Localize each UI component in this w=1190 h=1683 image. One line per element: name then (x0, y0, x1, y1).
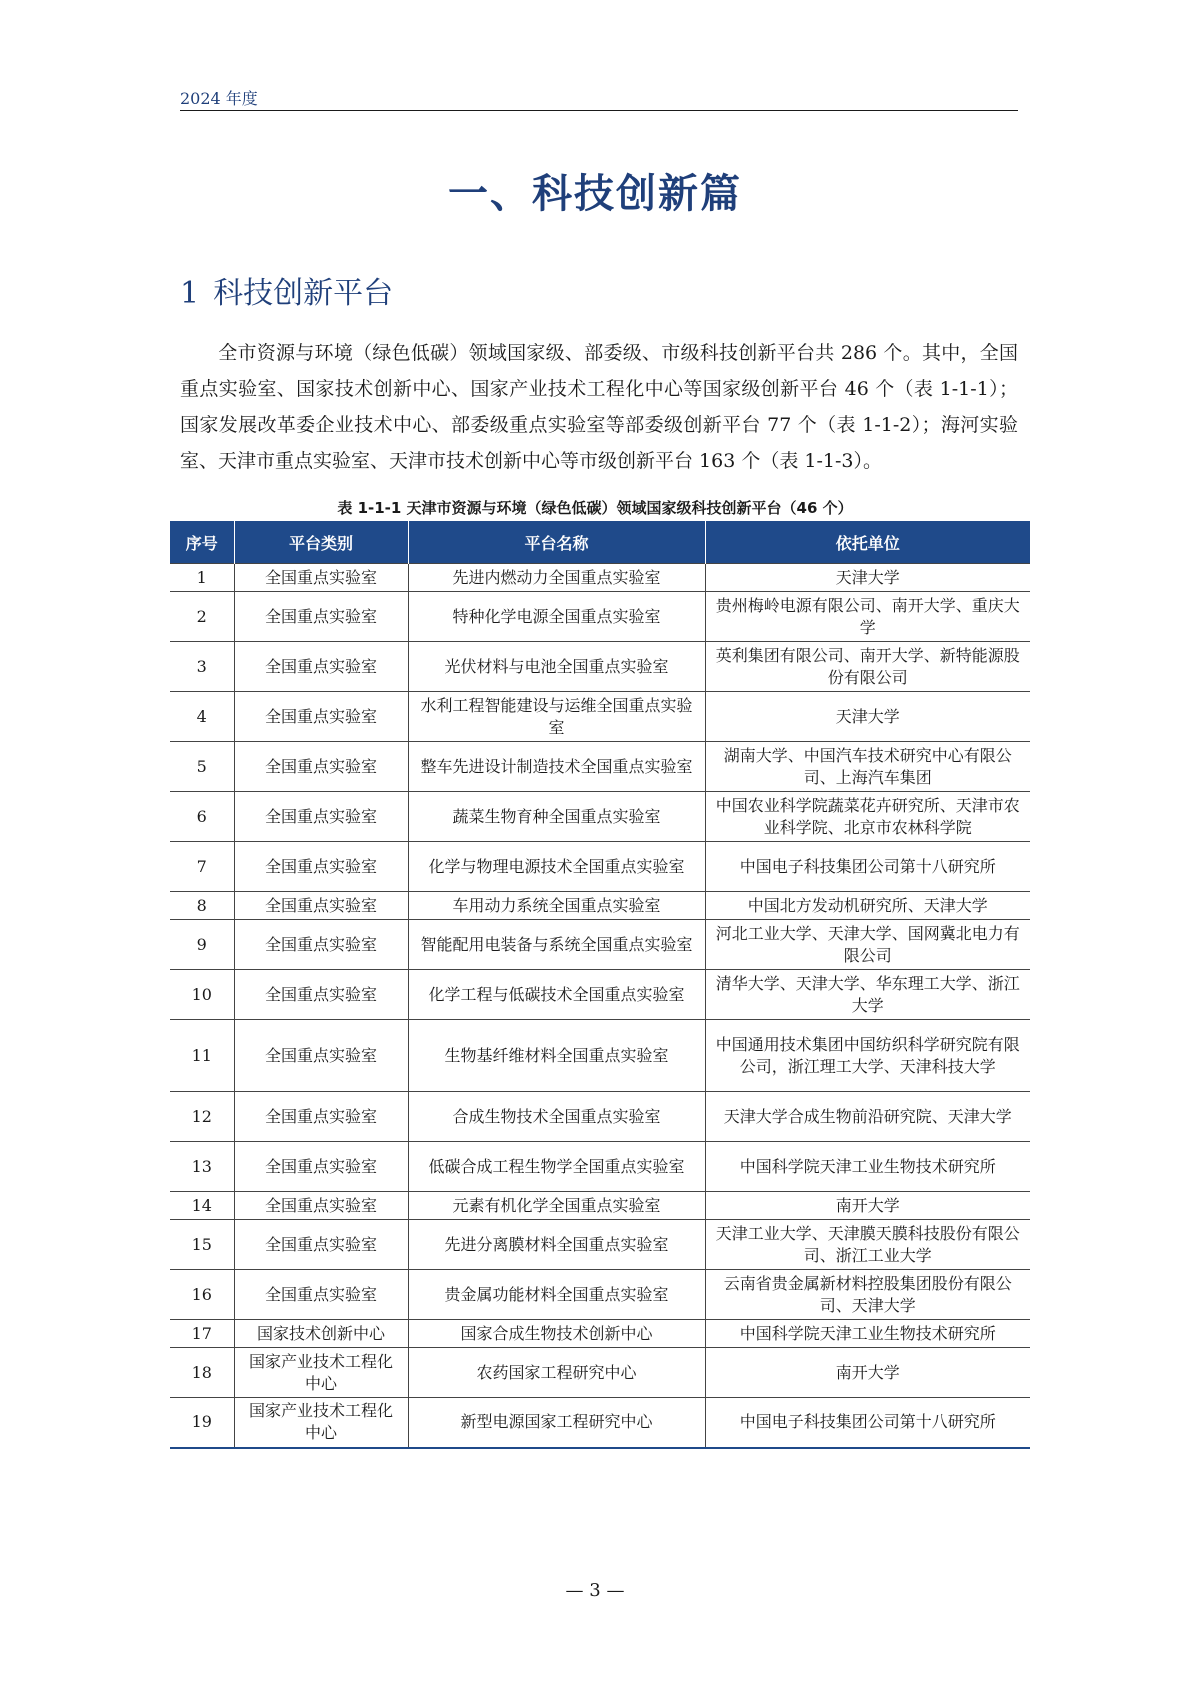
cell-institution: 中国农业科学院蔬菜花卉研究所、天津市农业科学院、北京市农林科学院 (705, 792, 1030, 842)
cell-category: 全国重点实验室 (234, 1020, 408, 1092)
cell-institution: 天津大学 (705, 564, 1030, 592)
cell-institution: 天津工业大学、天津膜天膜科技股份有限公司、浙江工业大学 (705, 1220, 1030, 1270)
cell-index: 13 (170, 1142, 234, 1192)
cell-index: 5 (170, 742, 234, 792)
cell-institution: 中国电子科技集团公司第十八研究所 (705, 1398, 1030, 1448)
cell-name: 先进内燃动力全国重点实验室 (408, 564, 705, 592)
cell-institution: 中国科学院天津工业生物技术研究所 (705, 1142, 1030, 1192)
table-row (170, 842, 1030, 892)
cell-name: 元素有机化学全国重点实验室 (408, 1192, 705, 1220)
cell-name: 新型电源国家工程研究中心 (408, 1398, 705, 1448)
cell-name: 化学与物理电源技术全国重点实验室 (408, 842, 705, 892)
table-row (170, 642, 1030, 692)
table-row (170, 692, 1030, 742)
table-row (170, 1220, 1030, 1270)
table-row (170, 792, 1030, 842)
cell-index: 11 (170, 1020, 234, 1092)
cell-category: 全国重点实验室 (234, 692, 408, 742)
table-row (170, 1192, 1030, 1220)
cell-name: 智能配用电装备与系统全国重点实验室 (408, 920, 705, 970)
cell-category: 全国重点实验室 (234, 1192, 408, 1220)
cell-category: 全国重点实验室 (234, 1220, 408, 1270)
cell-institution: 中国电子科技集团公司第十八研究所 (705, 842, 1030, 892)
cell-category: 全国重点实验室 (234, 642, 408, 692)
section-title (180, 268, 393, 312)
cell-institution: 天津大学合成生物前沿研究院、天津大学 (705, 1092, 1030, 1142)
table-row (170, 564, 1030, 592)
cell-institution: 云南省贵金属新材料控股集团股份有限公司、天津大学 (705, 1270, 1030, 1320)
header-cell-institution: 依托单位 (705, 521, 1030, 564)
cell-name: 特种化学电源全国重点实验室 (408, 592, 705, 642)
cell-name: 先进分离膜材料全国重点实验室 (408, 1220, 705, 1270)
cell-index: 16 (170, 1270, 234, 1320)
cell-category: 全国重点实验室 (234, 742, 408, 792)
cell-index: 10 (170, 970, 234, 1020)
cell-index: 2 (170, 592, 234, 642)
header-rule (180, 110, 1018, 111)
table-row (170, 592, 1030, 642)
cell-category: 全国重点实验室 (234, 564, 408, 592)
cell-institution: 中国北方发动机研究所、天津大学 (705, 892, 1030, 920)
cell-category: 全国重点实验室 (234, 1092, 408, 1142)
cell-category: 全国重点实验室 (234, 1142, 408, 1192)
cell-category: 全国重点实验室 (234, 892, 408, 920)
cell-category: 全国重点实验室 (234, 792, 408, 842)
table-row (170, 1320, 1030, 1348)
cell-index: 7 (170, 842, 234, 892)
table-row (170, 892, 1030, 920)
intro-paragraph (180, 335, 1018, 479)
cell-institution: 中国通用技术集团中国纺织科学研究院有限公司，浙江理工大学、天津科技大学 (705, 1020, 1030, 1092)
cell-name: 国家合成生物技术创新中心 (408, 1320, 705, 1348)
cell-name: 生物基纤维材料全国重点实验室 (408, 1020, 705, 1092)
cell-index: 12 (170, 1092, 234, 1142)
cell-index: 19 (170, 1398, 234, 1448)
table-caption: 表 1-1-1 天津市资源与环境（绿色低碳）领域国家级科技创新平台（46 个） (337, 499, 853, 517)
cell-category: 全国重点实验室 (234, 970, 408, 1020)
cell-index: 15 (170, 1220, 234, 1270)
cell-index: 18 (170, 1348, 234, 1398)
table-row (170, 1398, 1030, 1448)
table-row (170, 1270, 1030, 1320)
header-cell-category: 平台类别 (234, 521, 408, 564)
cell-index: 1 (170, 564, 234, 592)
table-row (170, 1348, 1030, 1398)
header-cell-name: 平台名称 (408, 521, 705, 564)
cell-category: 全国重点实验室 (234, 1270, 408, 1320)
cell-institution: 清华大学、天津大学、华东理工大学、浙江大学 (705, 970, 1030, 1020)
cell-institution: 河北工业大学、天津大学、国网冀北电力有限公司 (705, 920, 1030, 970)
cell-name: 合成生物技术全国重点实验室 (408, 1092, 705, 1142)
cell-name: 光伏材料与电池全国重点实验室 (408, 642, 705, 692)
cell-institution: 中国科学院天津工业生物技术研究所 (705, 1320, 1030, 1348)
cell-index: 9 (170, 920, 234, 970)
cell-category: 全国重点实验室 (234, 920, 408, 970)
cell-name: 整车先进设计制造技术全国重点实验室 (408, 742, 705, 792)
chapter-title: 一、科技创新篇 (448, 171, 742, 217)
section-title-text: 科技创新平台 (213, 276, 394, 311)
table-row (170, 1092, 1030, 1142)
cell-institution: 英利集团有限公司、南开大学、新特能源股份有限公司 (705, 642, 1030, 692)
cell-index: 3 (170, 642, 234, 692)
cell-institution: 南开大学 (705, 1192, 1030, 1220)
cell-index: 8 (170, 892, 234, 920)
intro-paragraph-text: 全市资源与环境（绿色低碳）领域国家级、部委级、市级科技创新平台共 286 个。其中，全国重点实验室、国家技术创新中心、国家产业技术工程化中心等国家级创新平台 46 个（表 1-1-1）；国家发展改革委企业技术中心、部委级重点实验室等部委级创新平台 77 个（表 1-1-2）；海河实验室、天津市重点实验室、天津市技术创新中心等市级创新平台 163 个（表 1-1-3）。 (180, 342, 1018, 472)
cell-category: 国家技术创新中心 (234, 1320, 408, 1348)
table-row (170, 1020, 1030, 1092)
cell-category: 全国重点实验室 (234, 592, 408, 642)
header-cell-index: 序号 (170, 521, 234, 564)
cell-name: 水利工程智能建设与运维全国重点实验室 (408, 692, 705, 742)
section-number: 1 (180, 276, 200, 311)
cell-category: 国家产业技术工程化中心 (234, 1398, 408, 1448)
cell-index: 6 (170, 792, 234, 842)
cell-institution: 天津大学 (705, 692, 1030, 742)
table-row (170, 742, 1030, 792)
cell-institution: 贵州梅岭电源有限公司、南开大学、重庆大学 (705, 592, 1030, 642)
cell-category: 国家产业技术工程化中心 (234, 1348, 408, 1398)
cell-index: 4 (170, 692, 234, 742)
cell-name: 车用动力系统全国重点实验室 (408, 892, 705, 920)
cell-name: 贵金属功能材料全国重点实验室 (408, 1270, 705, 1320)
cell-category: 全国重点实验室 (234, 842, 408, 892)
cell-index: 17 (170, 1320, 234, 1348)
table-row (170, 920, 1030, 970)
cell-name: 化学工程与低碳技术全国重点实验室 (408, 970, 705, 1020)
table-row (170, 1142, 1030, 1192)
cell-name: 低碳合成工程生物学全国重点实验室 (408, 1142, 705, 1192)
table-header-row (170, 521, 1030, 564)
cell-name: 蔬菜生物育种全国重点实验室 (408, 792, 705, 842)
cell-institution: 南开大学 (705, 1348, 1030, 1398)
cell-institution: 湖南大学、中国汽车技术研究中心有限公司、上海汽车集团 (705, 742, 1030, 792)
page-number: — 3 — (565, 1580, 625, 1601)
platform-table (170, 521, 1030, 1449)
cell-name: 农药国家工程研究中心 (408, 1348, 705, 1398)
table-row (170, 970, 1030, 1020)
cell-index: 14 (170, 1192, 234, 1220)
header-year: 2024 年度 (180, 89, 258, 108)
